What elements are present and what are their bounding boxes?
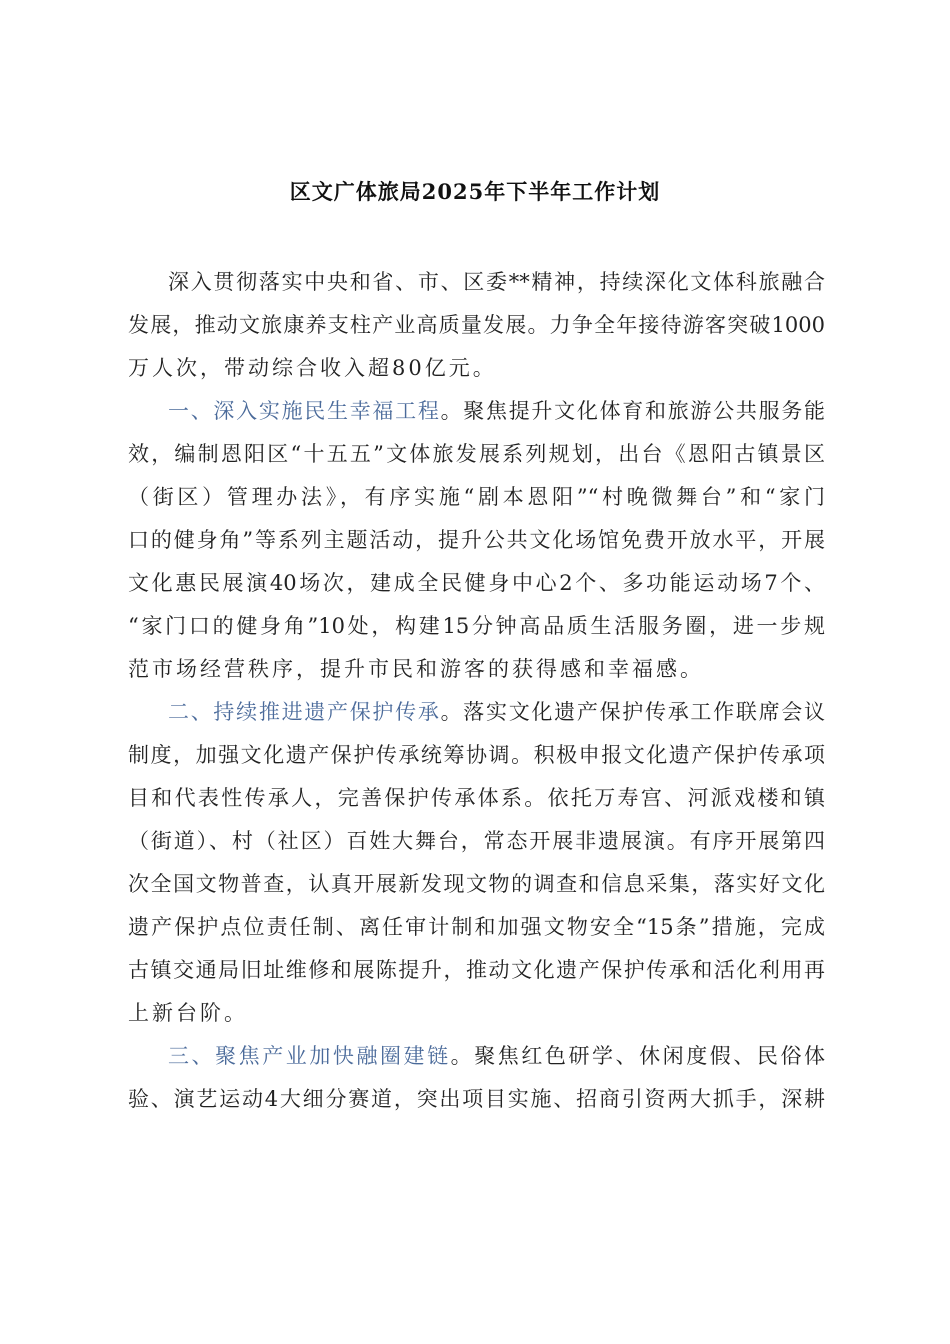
text-line: “家门口的健身角”10处，构建15分钟高品质生活服务圈，进一步规 (128, 614, 825, 638)
text-line: 深入贯彻落实中央和省、市、区委**精神，持续深化文体科旅融合 (168, 270, 825, 294)
section-heading: 三、聚焦产业加快融圈建链 (168, 1044, 451, 1068)
text-line: 上新台阶。 (128, 1001, 248, 1025)
text-line: （街区）管理办法》，有序实施“剧本恩阳”“村晚微舞台”和“家门 (128, 485, 825, 509)
text-line: 范市场经营秩序，提升市民和游客的获得感和幸福感。 (128, 657, 704, 681)
text-line: 制度，加强文化遗产保护传承统筹协调。积极申报文化遗产保护传承项 (128, 743, 825, 767)
text-line: 目和代表性传承人，完善保护传承体系。依托万寿宫、河派戏楼和镇 (128, 786, 825, 810)
section-heading: 二、持续推进遗产保护传承 (168, 700, 441, 724)
document-title: 区文广体旅局2025年下半年工作计划 (289, 179, 661, 204)
section-heading: 一、深入实施民生幸福工程 (168, 399, 441, 423)
text-line: 验、演艺运动4大细分赛道，突出项目实施、招商引资两大抓手，深耕 (128, 1087, 825, 1111)
text-segment: 。聚焦红色研学、休闲度假、民俗体 (450, 1044, 826, 1068)
section-first-line (128, 390, 825, 433)
text-line: 发展，推动文旅康养支柱产业高质量发展。力争全年接待游客突破1000 (128, 313, 825, 337)
document-body (128, 261, 825, 1121)
text-line: 万人次，带动综合收入超80亿元。 (128, 356, 497, 380)
text-line: 古镇交通局旧址维修和展陈提升，推动文化遗产保护传承和活化利用再 (128, 958, 825, 982)
text-line: 口的健身角”等系列主题活动，提升公共文化场馆免费开放水平，开展 (128, 528, 825, 552)
text-segment: 。落实文化遗产保护传承工作联席会议 (440, 700, 826, 724)
text-line: 效，编制恩阳区“十五五”文体旅发展系列规划，出台《恩阳古镇景区 (128, 442, 825, 466)
text-line: 文化惠民展演40场次，建成全民健身中心2个、多功能运动场7个、 (128, 571, 825, 595)
text-segment: 。聚焦提升文化体育和旅游公共服务能 (440, 399, 826, 423)
text-line: 次全国文物普查，认真开展新发现文物的调查和信息采集，落实好文化 (128, 872, 825, 896)
section-first-line (128, 1035, 825, 1078)
text-line: （街道）、村（社区）百姓大舞台，常态开展非遗展演。有序开展第四 (128, 829, 825, 853)
text-line: 遗产保护点位责任制、离任审计制和加强文物安全“15条”措施，完成 (128, 915, 825, 939)
section-first-line (128, 691, 825, 734)
